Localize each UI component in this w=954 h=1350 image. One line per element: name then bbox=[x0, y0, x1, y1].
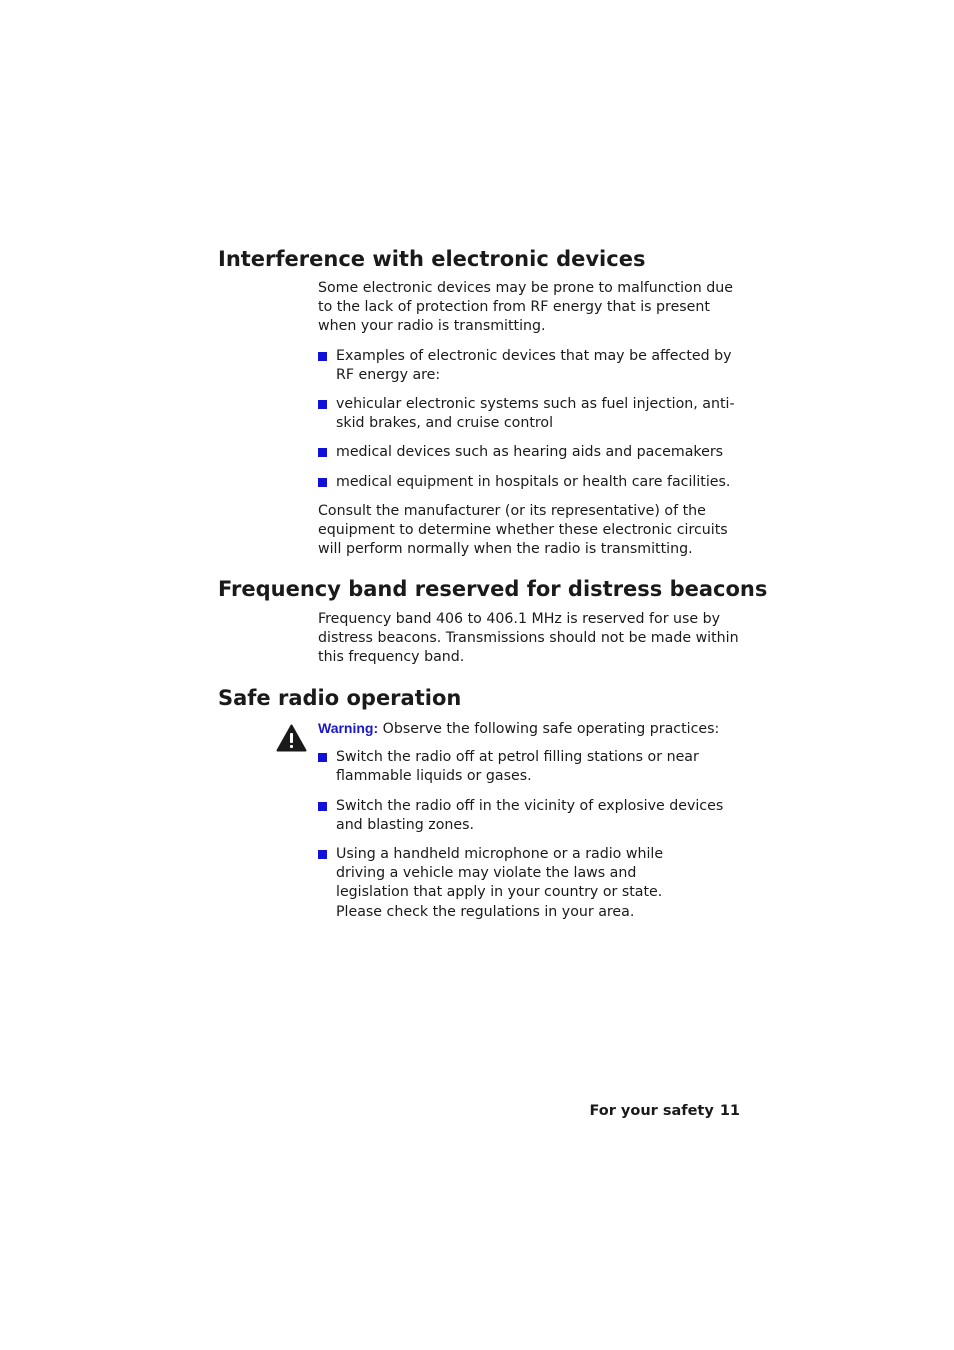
bullet-text: medical devices such as hearing aids and pacemakers bbox=[336, 444, 724, 461]
bullet-text: medical equipment in hospitals or health care facilities. bbox=[336, 473, 731, 490]
bullet-square-icon bbox=[318, 400, 327, 409]
warning-text: Observe the following safe operating practices: bbox=[378, 721, 720, 737]
interference-intro: Some electronic devices may be prone to malfunction due to the lack of protection from RF energy that is present when your radio is transmitting. bbox=[318, 280, 733, 335]
bullet-square-icon bbox=[318, 850, 327, 859]
heading-safe-radio: Safe radio operation bbox=[218, 686, 462, 710]
heading-frequency-band: Frequency band reserved for distress beacons bbox=[218, 577, 768, 601]
list-item bbox=[318, 845, 743, 922]
list-item bbox=[318, 347, 743, 385]
bullet-text: Using a handheld microphone or a radio while driving a vehicle may violate the laws and legislation that apply in your country or state. Please check the regulations in your area. bbox=[336, 846, 664, 920]
section-interference-body bbox=[318, 279, 743, 569]
list-item bbox=[318, 797, 743, 835]
list-item bbox=[318, 473, 743, 492]
section-frequency-body bbox=[318, 610, 743, 678]
list-item bbox=[318, 395, 743, 433]
section-safe-radio-body bbox=[318, 719, 743, 932]
bullet-text: vehicular electronic systems such as fuel injection, anti-skid brakes, and cruise control bbox=[336, 396, 735, 432]
footer-section-title: For your safety bbox=[589, 1103, 714, 1119]
interference-outro: Consult the manufacturer (or its representative) of the equipment to determine whether these electronic circuits will perform normally when the radio is transmitting. bbox=[318, 502, 728, 558]
bullet-square-icon bbox=[318, 448, 327, 457]
bullet-text: Switch the radio off at petrol filling stations or near flammable liquids or gases. bbox=[336, 749, 699, 785]
list-item bbox=[318, 748, 743, 786]
warning-triangle-icon bbox=[276, 724, 307, 752]
list-item bbox=[318, 443, 743, 462]
page-number: 11 bbox=[719, 1103, 740, 1119]
bullet-square-icon bbox=[318, 478, 327, 487]
bullet-square-icon bbox=[318, 802, 327, 811]
frequency-body-text: Frequency band 406 to 406.1 MHz is reserved for use by distress beacons. Transmissions should not be made within this frequency band. bbox=[318, 611, 739, 666]
page-footer bbox=[540, 1101, 740, 1121]
bullet-text: Examples of electronic devices that may be affected by RF energy are: bbox=[336, 347, 732, 383]
bullet-text: Switch the radio off in the vicinity of explosive devices and blasting zones. bbox=[336, 797, 724, 833]
heading-interference: Interference with electronic devices bbox=[218, 247, 646, 271]
warning-line bbox=[318, 719, 743, 739]
bullet-square-icon bbox=[318, 352, 327, 361]
bullet-square-icon bbox=[318, 753, 327, 762]
warning-label: Warning: bbox=[318, 720, 379, 736]
